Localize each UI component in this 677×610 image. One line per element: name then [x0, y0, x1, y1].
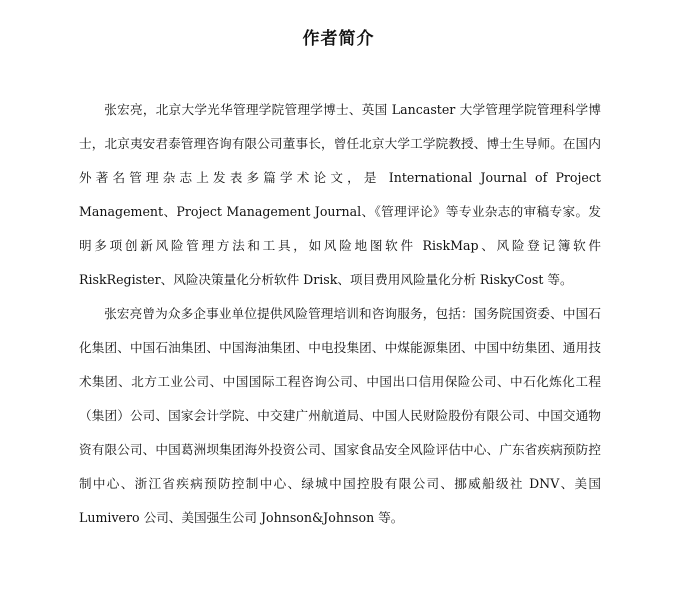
bio-paragraph-2: 张宏亮曾为众多企事业单位提供风险管理培训和咨询服务，包括：国务院国资委、中国石化集团、中国石油集团、中国海油集团、中电投集团、中煤能源集团、中国中纺集团、通用技术集团、北方工业公司、中国国际工程咨询公司、中国出口信用保险公司、中石化炼化工程（集团）公司、国家会计学院、中交建广州航道局、中国人民财险股份有限公司、中国交通物资有限公司、中国葛洲坝集团海外投资公司、国家食品安全风险评估中心、广东省疾病预防控制中心、浙江省疾病预防控制中心、绿城中国控股有限公司、挪威船级社 DNV、美国 Lumivero 公司、美国强生公司 Johnson&Johnson 等。 — [79, 306, 601, 525]
page-title: 作者简介 — [302, 29, 375, 49]
bio-paragraph-1: 张宏亮，北京大学光华管理学院管理学博士、英国 Lancaster 大学管理学院管理科学博士，北京夷安君泰管理咨询有限公司董事长，曾任北京大学工学院教授、博士生导师。在国内外著名管理杂志上发表多篇学术论文，是 International Journal of Project Management、Project Management Journal、《管理评论》等专业杂志的审稿专家。发明多项创新风险管理方法和工具，如风险地图软件 RiskMap、风险登记簿软件 RiskRegister、风险决策量化分析软件 Drisk、项目费用风险量化分析 RiskyCost 等。 — [79, 102, 601, 287]
author-bio — [79, 93, 601, 535]
